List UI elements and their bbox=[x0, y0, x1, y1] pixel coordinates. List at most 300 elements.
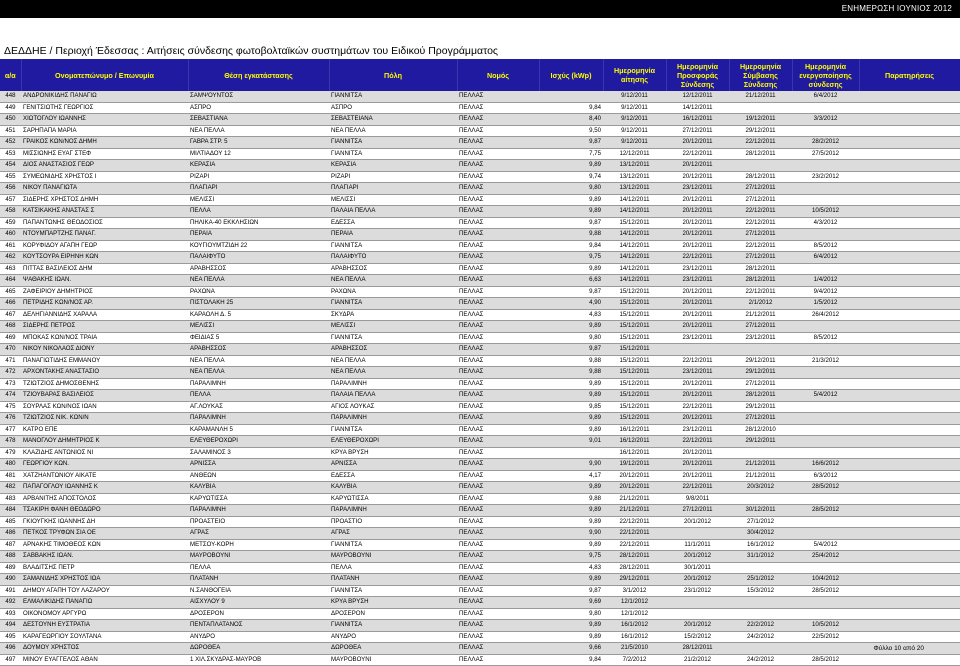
table-row bbox=[0, 447, 960, 459]
cell-prefecture: ΠΕΛΛΑΣ bbox=[457, 459, 539, 471]
cell-activation-date: 10/5/2012 bbox=[792, 620, 859, 632]
cell-name: ΔΕΛΗΓΙΑΝΝΙΔΗΣ ΧΑΡΑΛΑ bbox=[21, 309, 188, 321]
cell-remarks bbox=[859, 551, 960, 563]
cell-application-date: 15/12/2011 bbox=[603, 332, 666, 344]
cell-name: ΠΑΠΑΓΟΓΛΟΥ ΙΩΑΝΝΗΣ Κ bbox=[21, 482, 188, 494]
cell-aa: 466 bbox=[0, 298, 21, 310]
table-row bbox=[0, 528, 960, 540]
table-row bbox=[0, 551, 960, 563]
cell-aa: 469 bbox=[0, 332, 21, 344]
cell-aa: 448 bbox=[0, 91, 21, 102]
cell-activation-date: 28/5/2012 bbox=[792, 654, 859, 666]
cell-name: ΚΑΡΑΓΕΩΡΓΙΟΥ ΣΟΥΛΤΑΝΑ bbox=[21, 631, 188, 643]
cell-city: ΜΑΥΡΟΒΟΥΝΙ bbox=[329, 551, 457, 563]
cell-offer-date: 20/1/2012 bbox=[666, 516, 729, 528]
cell-prefecture: ΠΕΛΛΑΣ bbox=[457, 160, 539, 172]
cell-application-date: 14/12/2011 bbox=[603, 252, 666, 264]
cell-application-date: 9/12/2011 bbox=[603, 137, 666, 149]
cell-remarks bbox=[859, 344, 960, 356]
table-row bbox=[0, 459, 960, 471]
cell-offer-date: 21/2/2012 bbox=[666, 654, 729, 666]
cell-offer-date: 14/12/2011 bbox=[666, 102, 729, 114]
cell-activation-date: 3/3/2012 bbox=[792, 114, 859, 126]
cell-activation-date bbox=[792, 321, 859, 333]
cell-prefecture: ΠΕΛΛΑΣ bbox=[457, 286, 539, 298]
cell-aa: 467 bbox=[0, 309, 21, 321]
table-row bbox=[0, 298, 960, 310]
cell-contract-date: 28/12/2011 bbox=[729, 275, 792, 287]
cell-remarks bbox=[859, 252, 960, 264]
cell-activation-date bbox=[792, 597, 859, 609]
cell-offer-date: 20/1/2012 bbox=[666, 620, 729, 632]
cell-name: ΓΕΩΡΓΙΟΥ ΚΩΝ. bbox=[21, 459, 188, 471]
table-row bbox=[0, 608, 960, 620]
table-row bbox=[0, 436, 960, 448]
cell-activation-date bbox=[792, 378, 859, 390]
cell-aa: 490 bbox=[0, 574, 21, 586]
cell-city: ΠΑΛΑΙΦΥΤΟ bbox=[329, 252, 457, 264]
cell-remarks bbox=[859, 413, 960, 425]
table-row bbox=[0, 574, 960, 586]
cell-offer-date: 23/12/2011 bbox=[666, 263, 729, 275]
cell-prefecture: ΠΕΛΛΑΣ bbox=[457, 240, 539, 252]
cell-aa: 492 bbox=[0, 597, 21, 609]
cell-contract-date bbox=[729, 643, 792, 655]
cell-offer-date bbox=[666, 528, 729, 540]
cell-name: ΒΛΑΔΙΤΣΗΣ ΠΕΤΡ bbox=[21, 562, 188, 574]
cell-name: ΤΖΙΩΤΖΙΟΣ ΝΙΚ. ΚΩΝ/Ν bbox=[21, 413, 188, 425]
cell-contract-date: 29/12/2011 bbox=[729, 401, 792, 413]
cell-contract-date: 30/12/2011 bbox=[729, 505, 792, 517]
table-row bbox=[0, 390, 960, 402]
cell-power: 9,89 bbox=[539, 206, 603, 218]
cell-contract-date: 28/12/2011 bbox=[729, 171, 792, 183]
cell-offer-date: 9/8/2011 bbox=[666, 493, 729, 505]
table-row bbox=[0, 516, 960, 528]
table-row bbox=[0, 332, 960, 344]
cell-contract-date: 27/12/2011 bbox=[729, 252, 792, 264]
cell-activation-date bbox=[792, 447, 859, 459]
cell-application-date: 13/12/2011 bbox=[603, 183, 666, 195]
cell-city: ΚΑΛΥΒΙΑ bbox=[329, 482, 457, 494]
cell-city: ΓΙΑΝΝΙΤΣΑ bbox=[329, 539, 457, 551]
cell-prefecture: ΠΕΛΛΑΣ bbox=[457, 401, 539, 413]
cell-offer-date: 20/12/2011 bbox=[666, 229, 729, 241]
title-text: ΔΕΔΔΗΕ / Περιοχή Έδεσσας : Αιτήσεις σύνδεσης φωτοβολταϊκών συστημάτων του Ειδικού Προγράμματος bbox=[4, 45, 498, 57]
cell-aa: 483 bbox=[0, 493, 21, 505]
cell-name: ΠΑΝΑΓΙΩΤΙΔΗΣ ΕΜΜΑΝΟΥ bbox=[21, 355, 188, 367]
table-row bbox=[0, 206, 960, 218]
cell-remarks bbox=[859, 447, 960, 459]
cell-contract-date: 19/12/2011 bbox=[729, 114, 792, 126]
table-row bbox=[0, 539, 960, 551]
cell-offer-date: 22/12/2011 bbox=[666, 401, 729, 413]
cell-city: ΝΕΑ ΠΕΛΛΑ bbox=[329, 125, 457, 137]
cell-name: ΣΙΔΕΡΗΣ ΠΕΤΡΟΣ bbox=[21, 321, 188, 333]
cell-aa: 474 bbox=[0, 390, 21, 402]
cell-city: ΚΕΡΑΣΙΑ bbox=[329, 160, 457, 172]
cell-name: ΠΕΤΡΙΔΗΣ ΚΩΝ/ΝΟΣ ΑΡ. bbox=[21, 298, 188, 310]
cell-power: 9,89 bbox=[539, 378, 603, 390]
cell-power: 9,01 bbox=[539, 436, 603, 448]
cell-contract-date bbox=[729, 608, 792, 620]
cell-application-date: 15/12/2011 bbox=[603, 401, 666, 413]
cell-power: 9,50 bbox=[539, 125, 603, 137]
table-row bbox=[0, 620, 960, 632]
cell-remarks bbox=[859, 390, 960, 402]
cell-power: 9,88 bbox=[539, 493, 603, 505]
cell-power: 9,89 bbox=[539, 424, 603, 436]
cell-location: ΜΙΛΤΙΑΔΟΥ 12 bbox=[188, 148, 329, 160]
cell-contract-date bbox=[729, 102, 792, 114]
cell-location: ΚΑΡΥΩΤΙΣΣΑ bbox=[188, 493, 329, 505]
cell-application-date: 21/12/2011 bbox=[603, 493, 666, 505]
cell-contract-date: 21/12/2011 bbox=[729, 309, 792, 321]
cell-prefecture: ΠΕΛΛΑΣ bbox=[457, 436, 539, 448]
cell-city: ΠΕΡΑΙΑ bbox=[329, 229, 457, 241]
cell-contract-date bbox=[729, 562, 792, 574]
cell-aa: 455 bbox=[0, 171, 21, 183]
cell-application-date: 16/12/2011 bbox=[603, 436, 666, 448]
cell-application-date: 15/12/2011 bbox=[603, 298, 666, 310]
cell-prefecture: ΠΕΛΛΑΣ bbox=[457, 148, 539, 160]
table-row bbox=[0, 470, 960, 482]
cell-contract-date: 28/12/2010 bbox=[729, 424, 792, 436]
cell-city: ΓΙΑΝΝΙΤΣΑ bbox=[329, 137, 457, 149]
cell-remarks bbox=[859, 206, 960, 218]
cell-power: 4,17 bbox=[539, 470, 603, 482]
cell-city: ΜΕΛΙΣΣΙ bbox=[329, 194, 457, 206]
cell-aa: 451 bbox=[0, 125, 21, 137]
cell-aa: 462 bbox=[0, 252, 21, 264]
cell-aa: 459 bbox=[0, 217, 21, 229]
cell-name: ΔΕΣΤΟΥΝΗ ΕΥΣΤΡΑΤΙΑ bbox=[21, 620, 188, 632]
cell-remarks bbox=[859, 562, 960, 574]
cell-offer-date: 22/12/2011 bbox=[666, 252, 729, 264]
table-row bbox=[0, 367, 960, 379]
cell-offer-date: 27/12/2011 bbox=[666, 505, 729, 517]
cell-contract-date: 29/12/2011 bbox=[729, 436, 792, 448]
cell-aa: 488 bbox=[0, 551, 21, 563]
cell-activation-date bbox=[792, 562, 859, 574]
cell-aa: 487 bbox=[0, 539, 21, 551]
cell-name: ΨΑΘΑΚΗΣ ΙΩΑΝ. bbox=[21, 275, 188, 287]
cell-prefecture: ΠΕΛΛΑΣ bbox=[457, 505, 539, 517]
cell-location: ΑΣΠΡΟ bbox=[188, 102, 329, 114]
cell-activation-date bbox=[792, 344, 859, 356]
table-row bbox=[0, 240, 960, 252]
cell-city: ΑΣΠΡΟ bbox=[329, 102, 457, 114]
cell-name: ΠΑΠΑΝΤΩΝΗΣ ΘΕΟΔΟΣΙΟΣ bbox=[21, 217, 188, 229]
cell-application-date: 21/12/2011 bbox=[603, 505, 666, 517]
cell-prefecture: ΠΕΛΛΑΣ bbox=[457, 309, 539, 321]
cell-prefecture: ΠΕΛΛΑΣ bbox=[457, 643, 539, 655]
cell-activation-date bbox=[792, 436, 859, 448]
cell-aa: 475 bbox=[0, 401, 21, 413]
cell-application-date: 7/2/2012 bbox=[603, 654, 666, 666]
cell-remarks bbox=[859, 229, 960, 241]
cell-location: ΑΓ.ΛΟΥΚΑΣ bbox=[188, 401, 329, 413]
cell-name: ΔΗΜΟΥ ΑΓΑΠΗ ΤΟΥ ΛΑΖΑΡΟΥ bbox=[21, 585, 188, 597]
cell-city: ΔΩΡΟΘΕΑ bbox=[329, 643, 457, 655]
cell-city: ΔΡΟΣΕΡΟΝ bbox=[329, 608, 457, 620]
cell-application-date: 16/1/2012 bbox=[603, 620, 666, 632]
cell-city: ΕΔΕΣΣΑ bbox=[329, 217, 457, 229]
cell-city: ΓΙΑΝΝΙΤΣΑ bbox=[329, 240, 457, 252]
cell-city: ΑΝΥΔΡΟ bbox=[329, 631, 457, 643]
cell-aa: 478 bbox=[0, 436, 21, 448]
cell-activation-date bbox=[792, 102, 859, 114]
cell-prefecture: ΠΕΛΛΑΣ bbox=[457, 332, 539, 344]
cell-aa: 464 bbox=[0, 275, 21, 287]
cell-power: 9,66 bbox=[539, 643, 603, 655]
cell-location: ΝΕΑ ΠΕΛΛΑ bbox=[188, 367, 329, 379]
cell-remarks bbox=[859, 321, 960, 333]
col-header-activation-date: Ημερομηνία ενεργοποίησης σύνδεσης bbox=[792, 59, 859, 91]
cell-activation-date: 22/5/2012 bbox=[792, 631, 859, 643]
cell-remarks bbox=[859, 505, 960, 517]
cell-city: ΑΡΑΒΗΣΣΟΣ bbox=[329, 263, 457, 275]
cell-prefecture: ΠΕΛΛΑΣ bbox=[457, 206, 539, 218]
cell-name: ΠΕΤΚΟΣ ΤΡΥΦΩΝ ΣΙΑ ΟΕ bbox=[21, 528, 188, 540]
cell-location: ΑΝΘΕΩΝ bbox=[188, 470, 329, 482]
cell-location: ΣΕΒΑΣΤΙΑΝΑ bbox=[188, 114, 329, 126]
cell-location: ΠΕΡΑΙΑ bbox=[188, 229, 329, 241]
cell-power: 9,88 bbox=[539, 367, 603, 379]
cell-activation-date bbox=[792, 229, 859, 241]
cell-activation-date: 6/4/2012 bbox=[792, 252, 859, 264]
cell-prefecture: ΠΕΛΛΑΣ bbox=[457, 562, 539, 574]
cell-city: ΝΕΑ ΠΕΛΛΑ bbox=[329, 275, 457, 287]
cell-aa: 457 bbox=[0, 194, 21, 206]
cell-location: ΠΗΛΙΚΑ-40 ΕΚΚΛΗΣΙΩΝ bbox=[188, 217, 329, 229]
cell-application-date: 15/12/2011 bbox=[603, 413, 666, 425]
cell-remarks bbox=[859, 263, 960, 275]
cell-application-date: 12/1/2012 bbox=[603, 608, 666, 620]
cell-aa: 449 bbox=[0, 102, 21, 114]
cell-remarks bbox=[859, 482, 960, 494]
cell-power: 9,80 bbox=[539, 332, 603, 344]
cell-aa: 456 bbox=[0, 183, 21, 195]
cell-activation-date: 16/6/2012 bbox=[792, 459, 859, 471]
cell-offer-date bbox=[666, 608, 729, 620]
cell-location: ΕΛΕΥΘΕΡΟΧΩΡΙ bbox=[188, 436, 329, 448]
cell-city: ΝΕΑ ΠΕΛΛΑ bbox=[329, 355, 457, 367]
cell-offer-date: 20/12/2011 bbox=[666, 470, 729, 482]
cell-aa: 468 bbox=[0, 321, 21, 333]
cell-prefecture: ΠΕΛΛΑΣ bbox=[457, 551, 539, 563]
table-row bbox=[0, 137, 960, 149]
table-row bbox=[0, 91, 960, 102]
cell-contract-date: 27/12/2011 bbox=[729, 321, 792, 333]
col-header-remarks: Παρατηρήσεις bbox=[859, 59, 960, 91]
cell-remarks bbox=[859, 309, 960, 321]
cell-application-date: 21/5/2010 bbox=[603, 643, 666, 655]
cell-location: ΚΑΛΥΒΙΑ bbox=[188, 482, 329, 494]
cell-application-date: 15/12/2011 bbox=[603, 217, 666, 229]
cell-aa: 453 bbox=[0, 148, 21, 160]
cell-activation-date bbox=[792, 263, 859, 275]
cell-application-date: 22/12/2011 bbox=[603, 528, 666, 540]
table-row bbox=[0, 493, 960, 505]
cell-prefecture: ΠΕΛΛΑΣ bbox=[457, 585, 539, 597]
cell-offer-date: 11/1/2011 bbox=[666, 539, 729, 551]
cell-location: ΠΡΟΑΣΤΕΙΟ bbox=[188, 516, 329, 528]
cell-power: 9,89 bbox=[539, 194, 603, 206]
cell-city: ΠΑΡΑΛΙΜΝΗ bbox=[329, 413, 457, 425]
cell-prefecture: ΠΕΛΛΑΣ bbox=[457, 125, 539, 137]
cell-city: ΠΛΑΓΙΑΡΙ bbox=[329, 183, 457, 195]
document-title bbox=[0, 43, 960, 59]
cell-power: 9,89 bbox=[539, 321, 603, 333]
cell-prefecture: ΠΕΛΛΑΣ bbox=[457, 620, 539, 632]
cell-application-date: 14/12/2011 bbox=[603, 263, 666, 275]
cell-activation-date: 6/3/2012 bbox=[792, 470, 859, 482]
cell-remarks bbox=[859, 148, 960, 160]
cell-location: ΜΕΤΣΟΥ-ΚΟΡΗ bbox=[188, 539, 329, 551]
cell-power: 9,89 bbox=[539, 390, 603, 402]
cell-aa: 454 bbox=[0, 160, 21, 172]
cell-remarks bbox=[859, 137, 960, 149]
cell-location: ΑΙΣΧΥΛΟΥ 9 bbox=[188, 597, 329, 609]
cell-power: 9,87 bbox=[539, 344, 603, 356]
cell-contract-date: 27/1/2012 bbox=[729, 516, 792, 528]
cell-remarks bbox=[859, 470, 960, 482]
cell-contract-date: 22/12/2011 bbox=[729, 286, 792, 298]
cell-aa: 481 bbox=[0, 470, 21, 482]
cell-power: 9,80 bbox=[539, 608, 603, 620]
cell-application-date: 13/12/2011 bbox=[603, 171, 666, 183]
table-row bbox=[0, 482, 960, 494]
col-header-contract-date: Ημερομηνία Σύμβασης Σύνδεσης bbox=[729, 59, 792, 91]
cell-name: ΚΟΥΤΣΟΥΡΑ ΕΙΡΗΝΗ ΚΩΝ bbox=[21, 252, 188, 264]
cell-prefecture: ΠΕΛΛΑΣ bbox=[457, 378, 539, 390]
cell-aa: 458 bbox=[0, 206, 21, 218]
cell-aa: 496 bbox=[0, 643, 21, 655]
cell-location: ΚΟΥΓΙΟΥΜΤΖΙΔΗ 22 bbox=[188, 240, 329, 252]
cell-location: ΝΕΑ ΠΕΛΛΑ bbox=[188, 125, 329, 137]
cell-offer-date: 12/12/2011 bbox=[666, 91, 729, 102]
cell-aa: 460 bbox=[0, 229, 21, 241]
cell-remarks bbox=[859, 367, 960, 379]
cell-prefecture: ΠΕΛΛΑΣ bbox=[457, 493, 539, 505]
cell-offer-date: 20/12/2011 bbox=[666, 240, 729, 252]
cell-location: Ν.ΣΑΝΘΟΓΕΙΑ bbox=[188, 585, 329, 597]
cell-name: ΑΡΝΑΚΗΣ ΤΙΜΟΘΕΟΣ ΚΩΝ bbox=[21, 539, 188, 551]
cell-city: ΠΑΡΑΛΙΜΝΗ bbox=[329, 505, 457, 517]
cell-aa: 463 bbox=[0, 263, 21, 275]
cell-offer-date: 20/12/2011 bbox=[666, 447, 729, 459]
cell-offer-date: 22/12/2011 bbox=[666, 355, 729, 367]
cell-city: ΚΑΡΥΩΤΙΣΣΑ bbox=[329, 493, 457, 505]
cell-city: ΑΡΑΒΗΣΣΟΣ bbox=[329, 344, 457, 356]
cell-application-date: 16/12/2011 bbox=[603, 447, 666, 459]
cell-name: ΣΥΜΕΩΝΙΔΗΣ ΧΡΗΣΤΟΣ Ι bbox=[21, 171, 188, 183]
cell-contract-date: 22/12/2011 bbox=[729, 240, 792, 252]
cell-remarks bbox=[859, 355, 960, 367]
cell-activation-date: 4/3/2012 bbox=[792, 217, 859, 229]
cell-offer-date: 16/12/2011 bbox=[666, 114, 729, 126]
cell-power: 9,89 bbox=[539, 539, 603, 551]
cell-power: 4,83 bbox=[539, 309, 603, 321]
cell-location: ΑΓΡΑΣ bbox=[188, 528, 329, 540]
cell-name: ΔΙΟΣ ΑΝΑΣΤΑΣΙΟΣ ΓΕΩΡ bbox=[21, 160, 188, 172]
cell-power: 9,89 bbox=[539, 505, 603, 517]
cell-application-date: 13/12/2011 bbox=[603, 160, 666, 172]
cell-activation-date bbox=[792, 194, 859, 206]
cell-offer-date: 20/12/2011 bbox=[666, 137, 729, 149]
cell-offer-date: 30/1/2011 bbox=[666, 562, 729, 574]
cell-remarks bbox=[859, 217, 960, 229]
cell-remarks bbox=[859, 631, 960, 643]
table-row bbox=[0, 275, 960, 287]
cell-name: ΣΑΜΑΝΙΔΗΣ ΧΡΗΣΤΟΣ ΙΩΑ bbox=[21, 574, 188, 586]
cell-location: ΚΑΡΑΜΑΝΛΗ 5 bbox=[188, 424, 329, 436]
cell-name: ΚΟΡΥΦΙΔΟΥ ΑΓΑΠΗ ΓΕΩΡ bbox=[21, 240, 188, 252]
cell-prefecture: ΠΕΛΛΑΣ bbox=[457, 528, 539, 540]
cell-contract-date: 24/2/2012 bbox=[729, 654, 792, 666]
table-row bbox=[0, 148, 960, 160]
cell-prefecture: ΠΕΛΛΑΣ bbox=[457, 608, 539, 620]
cell-city: ΓΙΑΝΝΙΤΣΑ bbox=[329, 620, 457, 632]
cell-aa: 482 bbox=[0, 482, 21, 494]
cell-application-date: 12/1/2012 bbox=[603, 597, 666, 609]
cell-power: 9,89 bbox=[539, 413, 603, 425]
cell-remarks bbox=[859, 114, 960, 126]
cell-offer-date: 20/1/2012 bbox=[666, 574, 729, 586]
cell-prefecture: ΠΕΛΛΑΣ bbox=[457, 447, 539, 459]
cell-contract-date: 31/1/2012 bbox=[729, 551, 792, 563]
cell-city: ΜΕΛΙΣΣΙ bbox=[329, 321, 457, 333]
cell-location: ΜΕΛΙΣΣΙ bbox=[188, 321, 329, 333]
cell-name: ΝΙΚΟΥ ΝΙΚΟΛΑΟΣ ΔΙΟΝΥ bbox=[21, 344, 188, 356]
cell-city: ΓΙΑΝΝΙΤΣΑ bbox=[329, 332, 457, 344]
cell-name: ΖΑΦΕΙΡΙΟΥ ΔΗΜΗΤΡΙΟΣ bbox=[21, 286, 188, 298]
table-row bbox=[0, 562, 960, 574]
cell-activation-date bbox=[792, 516, 859, 528]
cell-power: 9,90 bbox=[539, 459, 603, 471]
cell-city: ΣΚΥΔΡΑ bbox=[329, 309, 457, 321]
cell-power: 9,88 bbox=[539, 229, 603, 241]
cell-city: ΠΑΛΑΙΑ ΠΕΛΛΑ bbox=[329, 206, 457, 218]
cell-location: ΑΝΥΔΡΟ bbox=[188, 631, 329, 643]
cell-prefecture: ΠΕΛΛΑΣ bbox=[457, 390, 539, 402]
cell-offer-date: 20/12/2011 bbox=[666, 309, 729, 321]
cell-name: ΠΙΤΤΑΣ ΒΑΣΙΛΕΙΟΣ ΔΗΜ bbox=[21, 263, 188, 275]
cell-contract-date bbox=[729, 160, 792, 172]
top-banner bbox=[0, 0, 960, 18]
cell-name: ΜΑΝΟΓΛΟΥ ΔΗΜΗΤΡΙΟΣ Κ bbox=[21, 436, 188, 448]
table-row bbox=[0, 229, 960, 241]
cell-offer-date: 20/12/2011 bbox=[666, 286, 729, 298]
cell-contract-date bbox=[729, 597, 792, 609]
table-row bbox=[0, 102, 960, 114]
cell-activation-date bbox=[792, 424, 859, 436]
cell-power bbox=[539, 91, 603, 102]
cell-remarks bbox=[859, 574, 960, 586]
cell-contract-date: 23/12/2011 bbox=[729, 332, 792, 344]
cell-activation-date: 8/5/2012 bbox=[792, 240, 859, 252]
cell-prefecture: ΠΕΛΛΑΣ bbox=[457, 344, 539, 356]
cell-location: ΜΑΥΡΟΒΟΥΝΙ bbox=[188, 551, 329, 563]
cell-location: ΡΑΧΩΝΑ bbox=[188, 286, 329, 298]
cell-activation-date bbox=[792, 401, 859, 413]
cell-application-date: 28/12/2011 bbox=[603, 551, 666, 563]
cell-activation-date: 23/2/2012 bbox=[792, 171, 859, 183]
cell-aa: 484 bbox=[0, 505, 21, 517]
cell-power bbox=[539, 447, 603, 459]
cell-remarks bbox=[859, 275, 960, 287]
